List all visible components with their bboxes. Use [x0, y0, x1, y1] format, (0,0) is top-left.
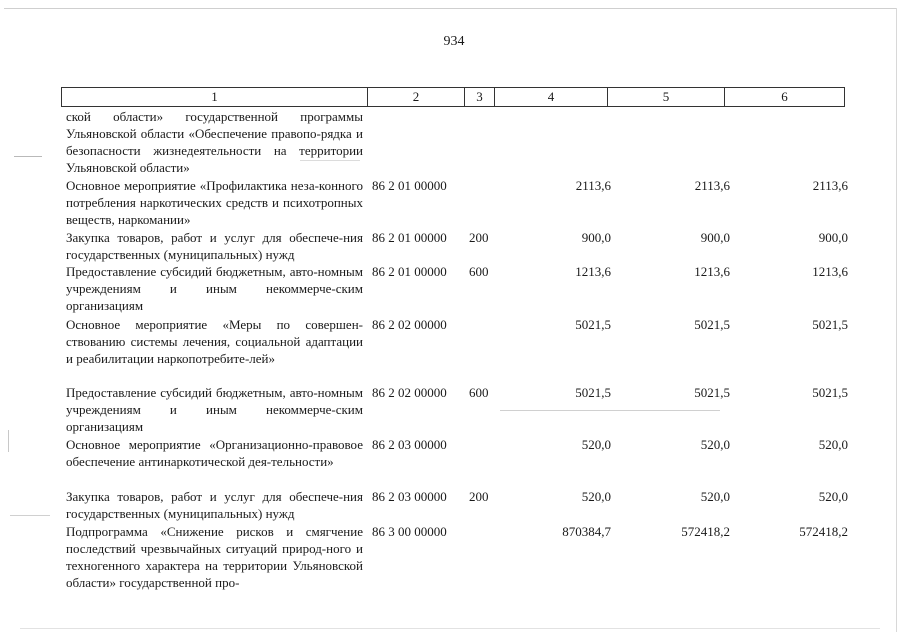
row-value-4: 1213,6	[575, 264, 611, 279]
row-vr: 600	[469, 264, 489, 279]
row-code: 86 2 02 00000	[372, 385, 447, 400]
row-description: Основное мероприятие «Меры по совершен-ствованию системы лечения, социальной адаптации и реабилитации наркопотребите-лей»	[66, 317, 363, 366]
row-description: ской области» государственной программы Ульяновской области «Обеспечение правопо-рядка и безопасности жизнедеятельности на территории Ульяновской области»	[66, 109, 363, 175]
row-description: Подпрограмма «Снижение рисков и смягчение последствий чрезвычайных ситуаций природ-ного и техногенного характера на территории Ульяновской области» государственной про-	[66, 524, 363, 590]
row-code: 86 3 00 00000	[372, 524, 447, 539]
row-value-6: 2113,6	[812, 178, 848, 193]
row-value-5: 5021,5	[694, 385, 730, 400]
scan-artifact	[20, 628, 880, 629]
row-description: Закупка товаров, работ и услуг для обеспече-ния государственных (муниципальных) нужд	[66, 230, 363, 262]
scan-artifact	[8, 430, 9, 452]
header-col-4: 4	[495, 88, 608, 106]
row-value-5: 5021,5	[694, 317, 730, 332]
header-col-1: 1	[62, 88, 368, 106]
scan-artifact	[14, 156, 42, 157]
row-value-5: 1213,6	[694, 264, 730, 279]
row-code: 86 2 01 00000	[372, 230, 447, 245]
row-vr: 200	[469, 489, 489, 504]
table-header	[61, 87, 845, 107]
row-value-4: 870384,7	[562, 524, 611, 539]
row-description: Предоставление субсидий бюджетным, авто-номным учреждениям и иным некоммерче-ским организациям	[66, 385, 363, 434]
row-description: Предоставление субсидий бюджетным, авто-номным учреждениям и иным некоммерче-ским организациям	[66, 264, 363, 313]
row-vr: 600	[469, 385, 489, 400]
row-value-6: 520,0	[818, 489, 848, 504]
row-vr: 200	[469, 230, 489, 245]
header-col-6: 6	[781, 89, 788, 104]
row-value-6: 5021,5	[812, 317, 848, 332]
row-value-5: 520,0	[700, 489, 730, 504]
row-value-5: 900,0	[700, 230, 730, 245]
row-value-4: 900,0	[581, 230, 611, 245]
row-description: Основное мероприятие «Организационно-правовое обеспечение антинаркотической дея-тельности»	[66, 437, 363, 469]
row-value-5: 520,0	[700, 437, 730, 452]
scan-artifact	[10, 515, 50, 516]
row-code: 86 2 02 00000	[372, 317, 447, 332]
row-value-6: 900,0	[818, 230, 848, 245]
scan-border-right	[896, 8, 897, 632]
row-code: 86 2 03 00000	[372, 489, 447, 504]
row-value-6: 5021,5	[812, 385, 848, 400]
header-col-5: 5	[608, 88, 725, 106]
row-value-5: 2113,6	[694, 178, 730, 193]
row-value-4: 520,0	[581, 437, 611, 452]
row-value-6: 520,0	[818, 437, 848, 452]
row-value-4: 5021,5	[575, 317, 611, 332]
row-value-4: 520,0	[581, 489, 611, 504]
scan-artifact	[500, 410, 720, 411]
row-description: Основное мероприятие «Профилактика неза-конного потребления наркотических средств и психотропных веществ, наркомании»	[66, 178, 363, 227]
row-value-6: 1213,6	[812, 264, 848, 279]
scan-border-top	[4, 8, 897, 9]
page-number: 934	[443, 34, 465, 49]
row-value-4: 2113,6	[575, 178, 611, 193]
scan-artifact	[300, 160, 360, 161]
row-description: Закупка товаров, работ и услуг для обеспече-ния государственных (муниципальных) нужд	[66, 489, 363, 521]
row-code: 86 2 01 00000	[372, 264, 447, 279]
row-code: 86 2 03 00000	[372, 437, 447, 452]
header-col-2: 2	[368, 88, 465, 106]
row-value-4: 5021,5	[575, 385, 611, 400]
row-value-5: 572418,2	[681, 524, 730, 539]
row-value-6: 572418,2	[799, 524, 848, 539]
row-code: 86 2 01 00000	[372, 178, 447, 193]
header-col-3: 3	[465, 88, 495, 106]
